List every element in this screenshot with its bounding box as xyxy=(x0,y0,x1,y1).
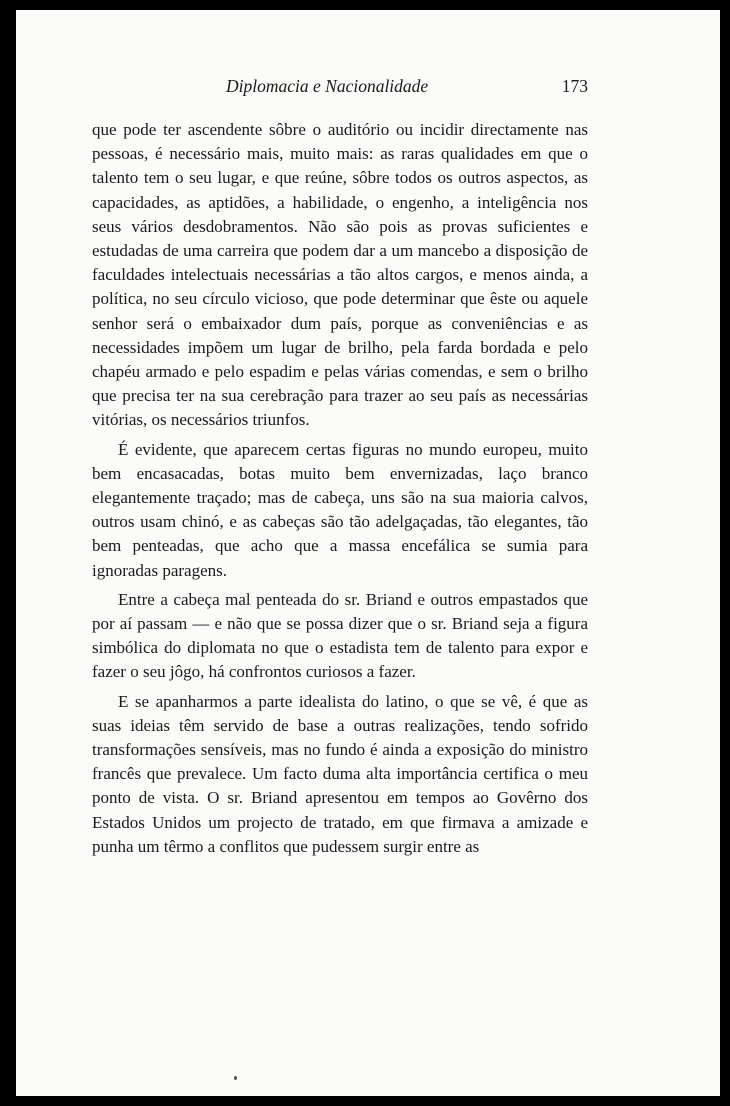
book-page xyxy=(16,10,720,1096)
page-number: 173 xyxy=(561,76,588,96)
paragraph-continued: que pode ter ascendente sôbre o auditório ou incidir directamente nas pessoas, é necessário mais, muito mais: as raras qualidades em que o talento tem o seu lugar, e que reúne, sôbre todos os outros aspectos, as capacidades, as aptidões, a habilidade, o engenho, a inteligência nos seus vários desdobramentos. Não são pois as provas suficientes e estudadas de uma carreira que podem dar a um mancebo a disposição de faculdades intelectuais necessárias a tão altos cargos, e menos ainda, a política, no seu círculo vicioso, que pode determinar que êste ou aquele senhor será o embaixador dum país, porque as conveniências e as necessidades impõem um lugar de brilho, pela farda bordada e pelo chapéu armado e pelo espadim e pelas várias comendas, e sem o brilho que precisa ter na sua cerebração para trazer ao seu país as necessárias vitórias, os necessários triunfos. xyxy=(92,120,588,430)
ink-speck xyxy=(234,1076,237,1080)
body-text xyxy=(92,118,588,859)
paragraph: Entre a cabeça mal penteada do sr. Briand e outros empastados que por aí passam — e não que se possa dizer que o sr. Briand seja a figura simbólica do diplomata no que o estadista tem de talento para expor e fazer o seu jôgo, há confrontos curiosos a fazer. xyxy=(92,589,588,682)
page-content xyxy=(92,76,588,859)
page-header xyxy=(92,76,588,104)
paragraph: E se apanharmos a parte idealista do latino, o que se vê, é que as suas ideias têm servido de base a outras realizações, tendo sofrido transformações sensíveis, mas no fundo é ainda a exposição do ministro francês que prevalece. Um facto duma alta importância certifica o meu ponto de vista. O sr. Briand apresentou em tempos ao Govêrno dos Estados Unidos um projecto de tratado, em que firmava a amizade e punha um têrmo a conflitos que pudessem surgir entre as xyxy=(92,691,588,856)
running-title: Diplomacia e Nacionalidade xyxy=(226,76,429,96)
paragraph: É evidente, que aparecem certas figuras no mundo europeu, muito bem encasacadas, botas muito bem envernizadas, laço branco elegantemente traçado; mas de cabeça, uns são na sua maioria calvos, outros usam chinó, e as cabeças são tão adelgaçadas, tão elegantes, tão bem penteadas, que acho que a massa encefálica se sumia para ignoradas paragens. xyxy=(92,439,588,580)
